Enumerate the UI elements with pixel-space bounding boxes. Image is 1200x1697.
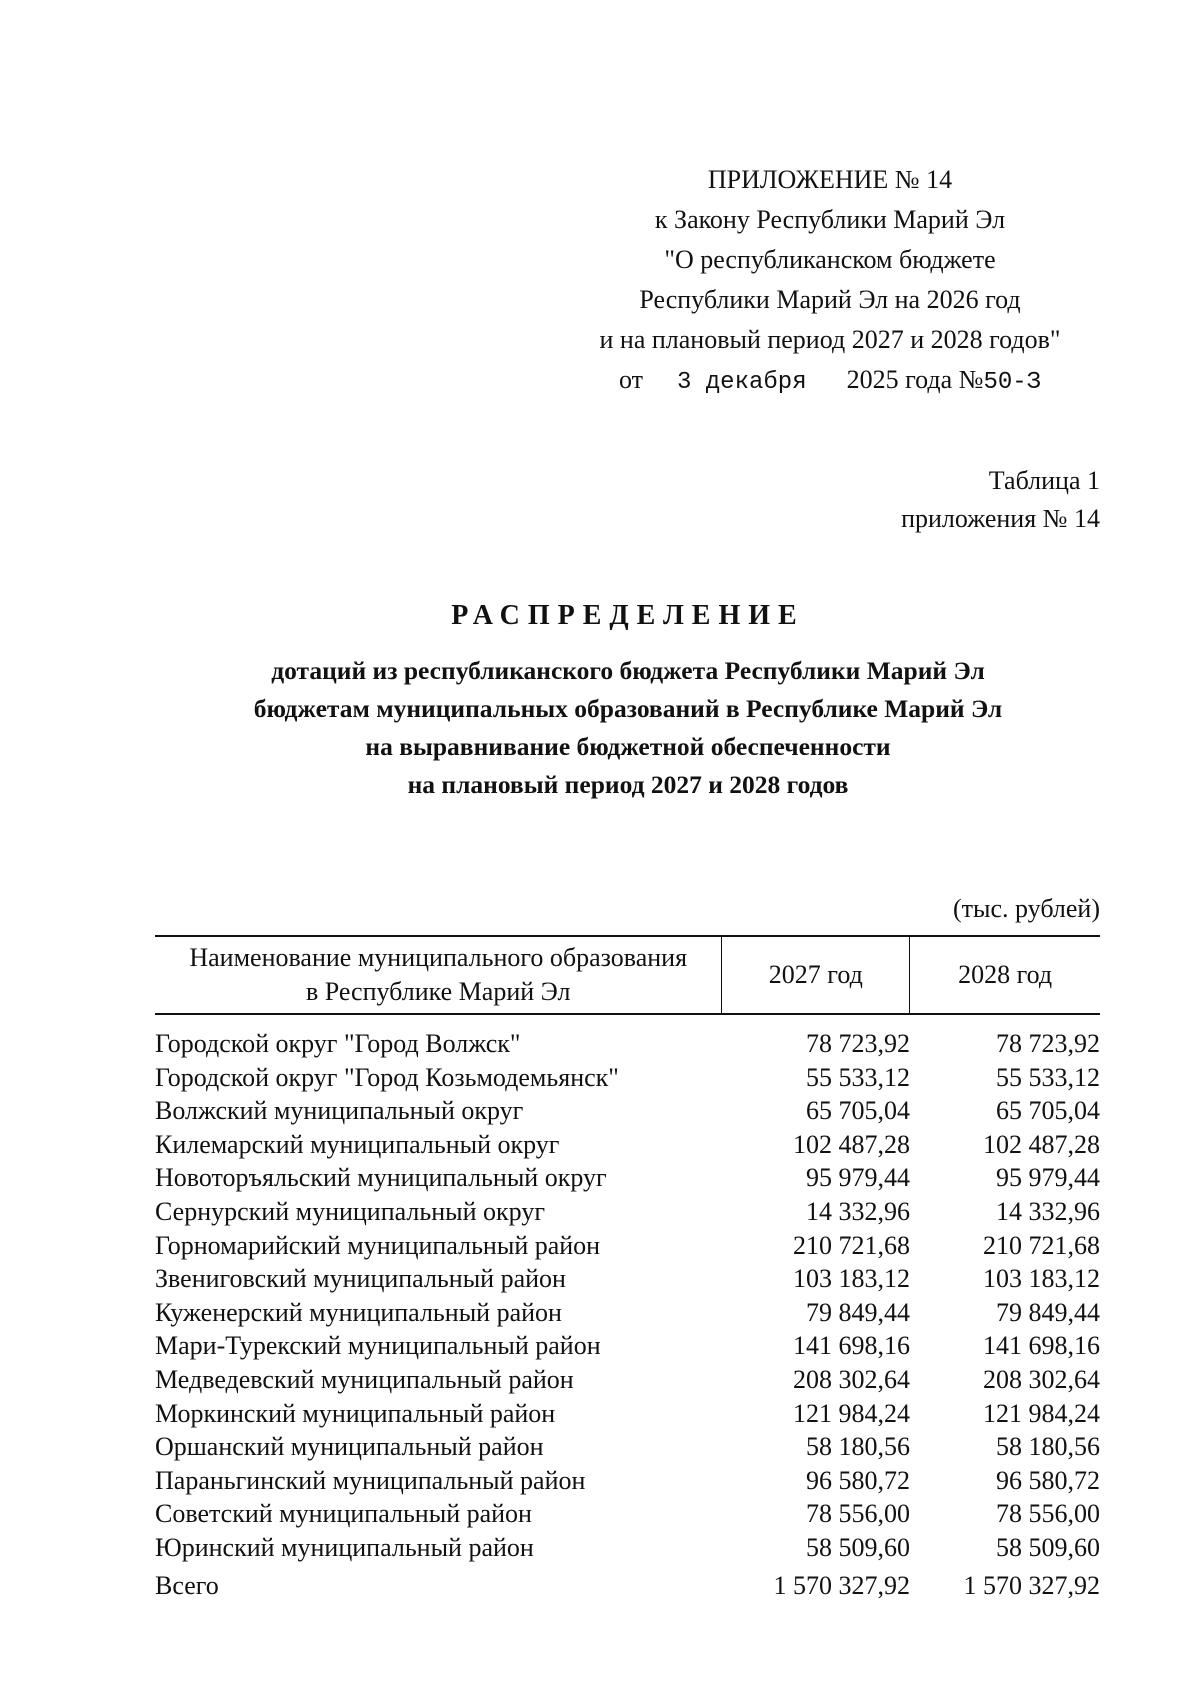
date-day-month: 3 декабря [676,369,807,396]
table-header [155,935,1100,1015]
table-row [155,1027,1100,1061]
table-row [155,1229,1100,1263]
header-name-line1: Наименование муниципального образования [189,943,688,972]
row-name: Советский муниципальный район [155,1499,532,1529]
row-name: Моркинский муниципальный район [155,1398,556,1428]
row-value-2027: 96 580,72 [806,1465,910,1495]
header-2027: 2027 год [722,937,910,1013]
row-value-2027: 65 705,04 [806,1096,910,1126]
row-name: Горномарийский муниципальный район [155,1230,601,1260]
row-value-2027: 103 183,12 [793,1264,910,1294]
appendix-law-title-line3: и на плановый период 2027 и 2028 годов" [599,325,1061,354]
date-prefix: от [618,365,643,394]
units-label: (тыс. рублей) [952,894,1100,923]
row-name: Городской округ "Город Волжск" [155,1029,521,1058]
row-name: Волжский муниципальный округ [155,1096,524,1126]
appendix-date-line [560,360,1100,403]
row-name: Килемарский муниципальный округ [155,1129,560,1159]
total-2027: 1 570 327,92 [773,1570,910,1600]
table-row [155,1262,1100,1296]
number-sign: № [958,365,984,394]
table-body [155,1027,1100,1565]
row-value-2027: 141 698,16 [793,1331,910,1361]
row-name: Медведевский муниципальный район [155,1364,574,1394]
row-value-2027: 95 979,44 [806,1163,910,1193]
row-name: Куженерский муниципальный район [155,1297,562,1327]
row-name: Сернурский муниципальный округ [155,1196,545,1226]
appendix-header [560,160,1100,403]
row-value-2028: 141 698,16 [983,1331,1100,1361]
row-name: Юринский муниципальный район [155,1532,534,1562]
row-value-2027: 121 984,24 [793,1398,910,1428]
appendix-law-title-line1: "О республиканском бюджете [664,245,996,274]
row-value-2028: 55 533,12 [996,1062,1100,1092]
law-number: 50-З [983,369,1042,396]
total-2028: 1 570 327,92 [963,1570,1100,1600]
row-value-2028: 95 979,44 [996,1163,1100,1193]
row-value-2027: 14 332,96 [806,1196,910,1226]
appendix-law-line: к Закону Республики Марий Эл [654,205,1006,234]
row-value-2028: 78 723,92 [996,1029,1100,1058]
row-name: Городской округ "Город Козьмодемьянск" [155,1062,619,1092]
table-row [155,1195,1100,1229]
header-name-line2: в Республике Марий Эл [305,977,571,1006]
table-row [155,1161,1100,1195]
row-name: Параньгинский муниципальный район [155,1465,586,1495]
row-value-2027: 58 180,56 [806,1432,910,1462]
total-label: Всего [155,1570,219,1600]
row-value-2028: 65 705,04 [996,1096,1100,1126]
header-2028: 2028 год [958,960,1053,989]
table-row [155,1497,1100,1531]
table-reference [901,462,1100,538]
subtitle-line: бюджетам муниципальных образований в Республике Марий Эл [253,694,1003,723]
table-row [155,1094,1100,1128]
row-value-2027: 79 849,44 [806,1297,910,1327]
total-row [155,1569,1100,1603]
document-title: РАСПРЕДЕЛЕНИЕ [451,600,805,631]
table-row [155,1329,1100,1363]
row-value-2027: 210 721,68 [793,1230,910,1260]
appendix-title: ПРИЛОЖЕНИЕ № 14 [707,165,953,194]
document-subtitle [0,652,1200,804]
row-value-2027: 55 533,12 [806,1062,910,1092]
table-row [155,1531,1100,1565]
row-value-2028: 58 180,56 [996,1432,1100,1462]
row-name: Оршанский муниципальный район [155,1432,544,1462]
row-value-2027: 78 723,92 [806,1029,910,1058]
table-row [155,1430,1100,1464]
row-value-2028: 208 302,64 [983,1364,1100,1394]
subtitle-line: на плановый период 2027 и 2028 годов [407,770,849,799]
table-row [155,1296,1100,1330]
table-row [155,1128,1100,1162]
row-value-2027: 102 487,28 [793,1129,910,1159]
subtitle-line: на выравнивание бюджетной обеспеченности [365,732,891,761]
row-value-2028: 121 984,24 [983,1398,1100,1428]
table-row [155,1397,1100,1431]
row-value-2027: 58 509,60 [806,1532,910,1562]
row-value-2027: 208 302,64 [793,1364,910,1394]
row-value-2028: 14 332,96 [996,1196,1100,1226]
row-value-2028: 103 183,12 [983,1264,1100,1294]
table-number: Таблица 1 [988,466,1100,495]
header-name [155,937,722,1013]
date-year: 2025 года [846,365,953,394]
row-name: Мари-Турекский муниципальный район [155,1331,601,1361]
row-value-2028: 58 509,60 [996,1532,1100,1562]
row-name: Новоторъяльский муниципальный округ [155,1163,607,1193]
row-value-2028: 78 556,00 [996,1499,1100,1529]
table-row [155,1464,1100,1498]
table-row [155,1061,1100,1095]
row-value-2027: 78 556,00 [806,1499,910,1529]
row-value-2028: 102 487,28 [983,1129,1100,1159]
row-value-2028: 210 721,68 [983,1230,1100,1260]
row-value-2028: 96 580,72 [996,1465,1100,1495]
subtitle-line: дотаций из республиканского бюджета Республики Марий Эл [271,656,985,685]
row-value-2028: 79 849,44 [996,1297,1100,1327]
table-row [155,1363,1100,1397]
appendix-law-title-line2: Республики Марий Эл на 2026 год [639,285,1021,314]
distribution-table [155,935,1100,1603]
table-appendix-ref: приложения № 14 [901,504,1100,533]
row-name: Звениговский муниципальный район [155,1264,566,1294]
